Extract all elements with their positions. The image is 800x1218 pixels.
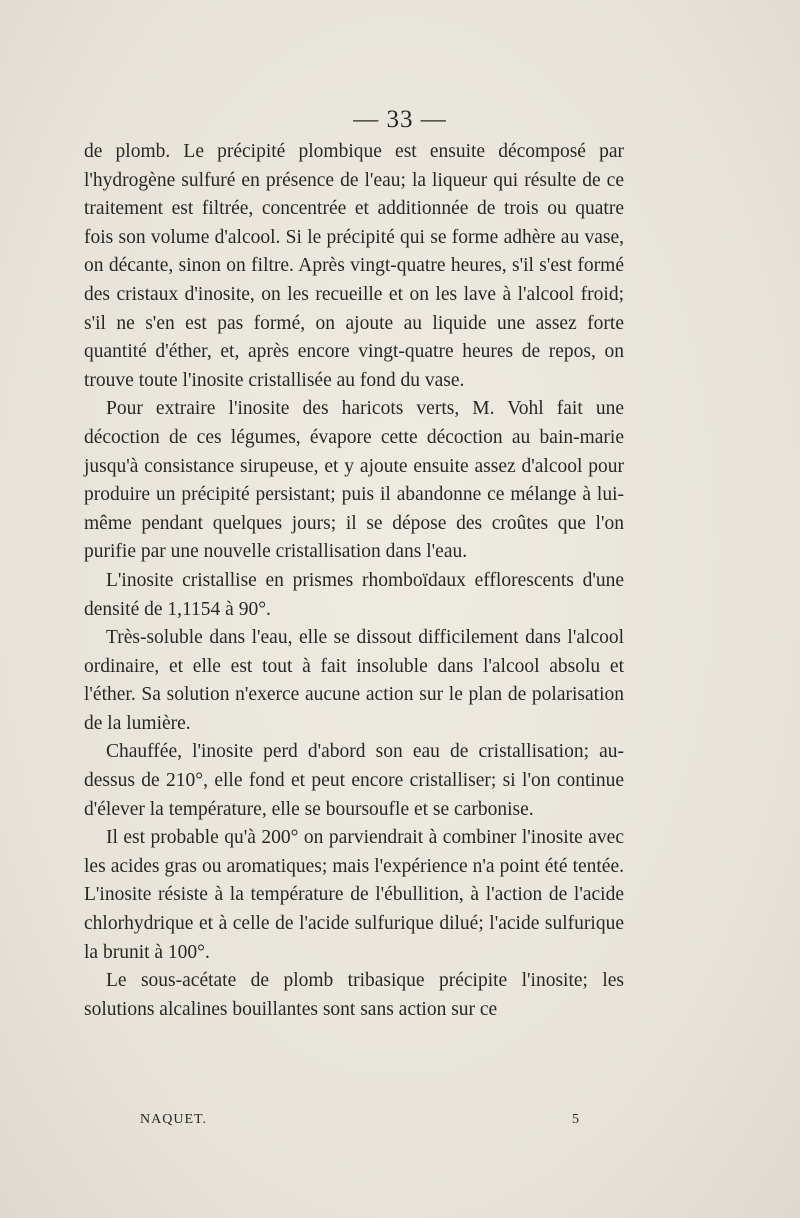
paragraph: L'inosite cristallise en prismes rhomboïdaux efflorescents d'une densité de 1,1154 à 90°.: [84, 569, 624, 620]
page-footer: [140, 1112, 580, 1128]
printer-signature: NAQUET.: [140, 1112, 208, 1127]
sheet-number: 5: [572, 1112, 580, 1127]
paragraph: Il est probable qu'à 200° on parviendrait à combiner l'inosite avec les acides gras ou aromatiques; mais l'expérience n'a point été tentée. L'inosite résiste à la température de l'ébullition, à l'action de l'acide chlorhydrique et à celle de l'acide sulfurique dilué; l'acide sulfurique la brunit à 100°.: [84, 827, 624, 963]
page-number: — 33 —: [353, 106, 447, 133]
body-text: [84, 138, 624, 1024]
paragraph: de plomb. Le précipité plombique est ensuite décomposé par l'hydrogène sulfuré en présence de l'eau; la liqueur qui résulte de ce traitement est filtrée, concentrée et additionnée de trois ou quatre fois son volume d'alcool. Si le précipité qui se forme adhère au vase, on décante, sinon on filtre. Après vingt-quatre heures, s'il s'est formé des cristaux d'inosite, on les recueille et on les lave à l'alcool froid; s'il ne s'en est pas formé, on ajoute au liquide une assez forte quantité d'éther, et, après encore vingt-quatre heures de repos, on trouve toute l'inosite cristallisée au fond du vase.: [84, 141, 624, 391]
paragraph: Le sous-acétate de plomb tribasique précipite l'inosite; les solutions alcalines bouillantes sont sans action sur ce: [84, 970, 624, 1020]
paragraph: Pour extraire l'inosite des haricots verts, M. Vohl fait une décoction de ces légumes, évapore cette décoction au bain-marie jusqu'à consistance sirupeuse, et y ajoute ensuite assez d'alcool pour produire un précipité persistant; puis il abandonne ce mélange à lui-même pendant quelques jours; il se dépose des croûtes que l'on purifie par une nouvelle cristallisation dans l'eau.: [84, 398, 624, 563]
paragraph: Très-soluble dans l'eau, elle se dissout difficilement dans l'alcool ordinaire, et elle est tout à fait insoluble dans l'alcool absolu et l'éther. Sa solution n'exerce aucune action sur le plan de polarisation de la lumière.: [84, 627, 624, 734]
paragraph: Chauffée, l'inosite perd d'abord son eau de cristallisation; au-dessus de 210°, elle fond et peut encore cristalliser; si l'on continue d'élever la température, elle se boursoufle et se carbonise.: [84, 741, 624, 820]
